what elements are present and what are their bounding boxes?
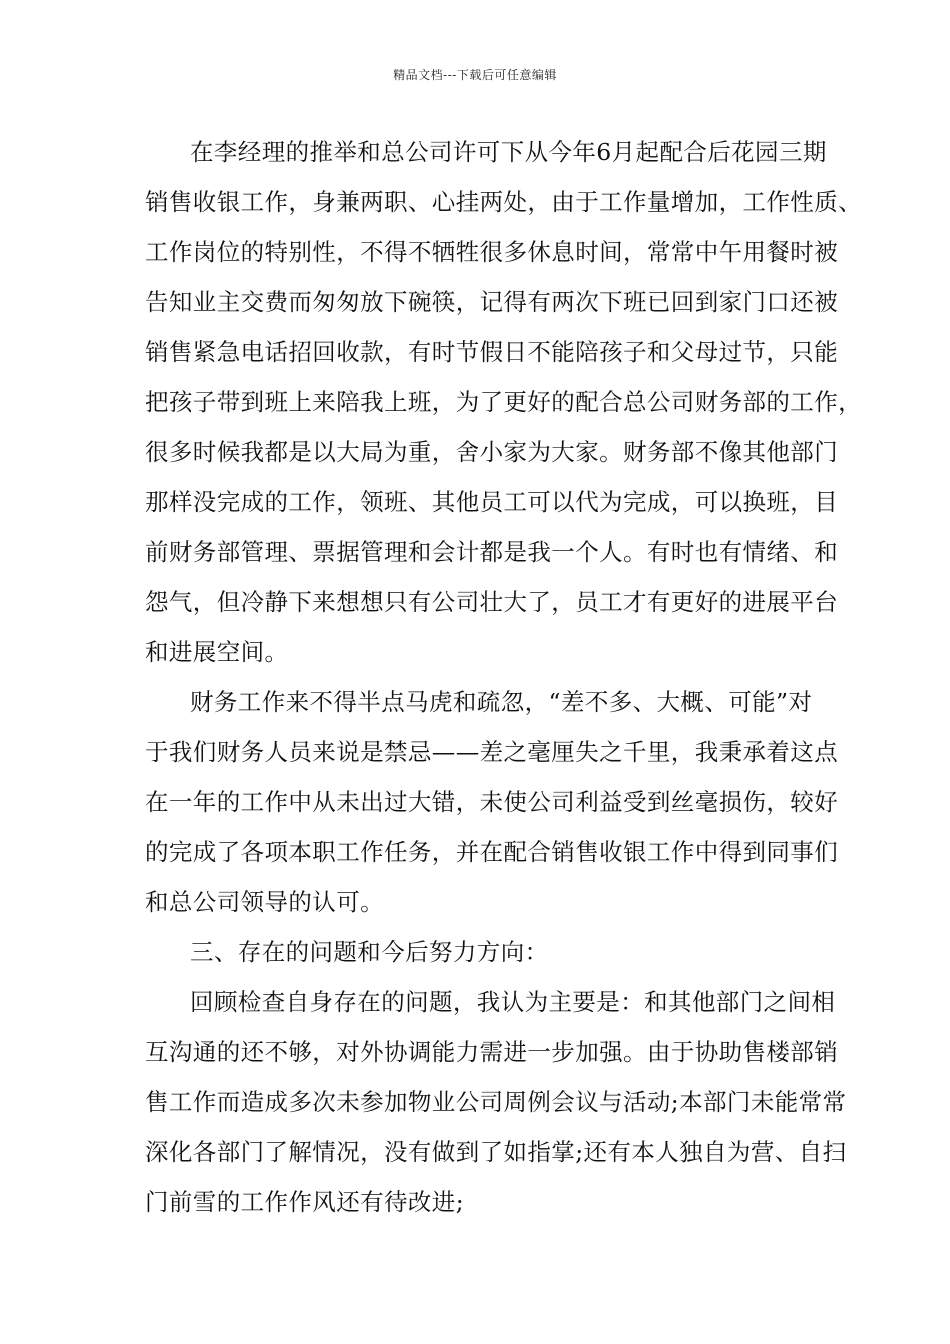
text-line: 售工作而造成多次未参加物业公司周例会议与活动;本部门未能常常: [145, 1088, 847, 1116]
text-line: 深化各部门了解情况，没有做到了如指掌;还有本人独自为营、自扫: [145, 1138, 847, 1166]
text-line: 怨气，但冷静下来想想只有公司壮大了，员工才有更好的进展平台: [145, 588, 839, 616]
text-line: 销售紧急电话招回收款，有时节假日不能陪孩子和父母过节，只能: [145, 338, 839, 366]
text-line: 门前雪的工作作风还有待改进;: [145, 1188, 465, 1216]
text-line: 那样没完成的工作，领班、其他员工可以代为完成，可以换班，目: [145, 488, 839, 516]
text-line: 和总公司领导的认可。: [145, 888, 384, 916]
text-line: 的完成了各项本职工作任务，并在配合销售收银工作中得到同事们: [145, 838, 839, 866]
text-line: 销售收银工作，身兼两职、心挂两处，由于工作量增加，工作性质、: [145, 188, 862, 216]
text-line: 很多时候我都是以大局为重，舍小家为大家。财务部不像其他部门: [145, 438, 839, 466]
text-line: 于我们财务人员来说是禁忌——差之毫厘失之千里，我秉承着这点: [145, 738, 839, 766]
text-line: 告知业主交费而匆匆放下碗筷，记得有两次下班已回到家门口还被: [145, 288, 839, 316]
page-header: 精品文档---下载后可任意编辑: [393, 68, 557, 82]
text-line: 前财务部管理、票据管理和会计都是我一个人。有时也有情绪、和: [145, 538, 839, 566]
text-line: 在一年的工作中从未出过大错，未使公司利益受到丝毫损伤，较好: [145, 788, 839, 816]
text-line: 财务工作来不得半点马虎和疏忽，“差不多、大概、可能”对: [190, 688, 813, 716]
text-line: 把孩子带到班上来陪我上班，为了更好的配合总公司财务部的工作，: [145, 388, 862, 416]
text-line: 在李经理的推举和总公司许可下从今年6月起配合后花园三期: [190, 138, 827, 166]
section-heading: 三、存在的问题和今后努力方向：: [190, 938, 549, 966]
text-line: 和进展空间。: [145, 638, 289, 666]
text-line: 工作岗位的特别性，不得不牺牲很多休息时间，常常中午用餐时被: [145, 238, 839, 266]
text-line: 互沟通的还不够，对外协调能力需进一步加强。由于协助售楼部销: [145, 1038, 839, 1066]
text-line: 回顾检查自身存在的问题，我认为主要是：和其他部门之间相: [190, 988, 836, 1016]
